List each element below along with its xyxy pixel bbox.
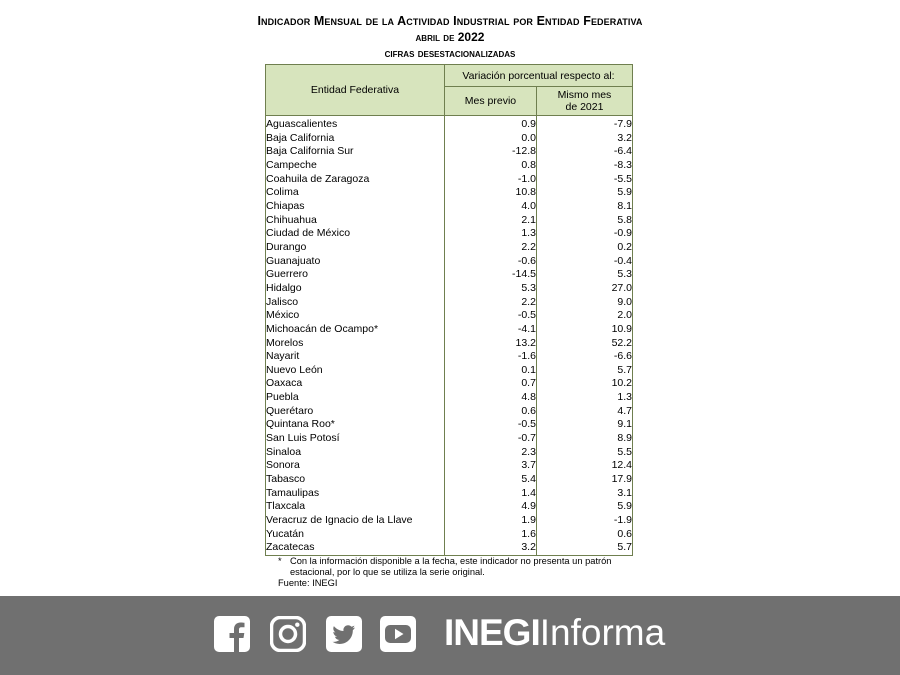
- header-entity: Entidad Federativa: [266, 65, 445, 116]
- table-row: [266, 214, 633, 228]
- cell-same-month: 5.7: [536, 364, 632, 378]
- cell-entity: Quintana Roo*: [266, 418, 445, 432]
- cell-entity: Colima: [266, 186, 445, 200]
- table-row: [266, 268, 633, 282]
- cell-same-month: -0.9: [536, 227, 632, 241]
- cell-same-month: 27.0: [536, 282, 632, 296]
- cell-prev-month: 1.3: [445, 227, 537, 241]
- cell-entity: Tabasco: [266, 473, 445, 487]
- table-row: [266, 459, 633, 473]
- footnote-text: Con la información disponible a la fecha, este indicador no presenta un patrón estacional, por lo que se utiliza la serie original.: [290, 556, 612, 577]
- cell-entity: Baja California: [266, 132, 445, 146]
- cell-prev-month: 4.8: [445, 391, 537, 405]
- table-row: [266, 350, 633, 364]
- cell-same-month: 5.7: [536, 541, 632, 555]
- brand-light: Informa: [539, 612, 666, 653]
- table-row: [266, 337, 633, 351]
- cell-entity: Coahuila de Zaragoza: [266, 173, 445, 187]
- cell-same-month: -8.3: [536, 159, 632, 173]
- footnote: [278, 556, 648, 578]
- cell-prev-month: 2.3: [445, 446, 537, 460]
- cell-same-month: 8.9: [536, 432, 632, 446]
- cell-same-month: 3.1: [536, 487, 632, 501]
- twitter-icon[interactable]: [326, 616, 362, 652]
- cell-prev-month: -4.1: [445, 323, 537, 337]
- cell-prev-month: 1.4: [445, 487, 537, 501]
- cell-prev-month: 4.0: [445, 200, 537, 214]
- header-variation: Variación porcentual respecto al:: [445, 65, 633, 87]
- cell-same-month: 5.5: [536, 446, 632, 460]
- cell-same-month: 5.3: [536, 268, 632, 282]
- cell-prev-month: 4.9: [445, 500, 537, 514]
- cell-same-month: 5.9: [536, 186, 632, 200]
- table-row: [266, 364, 633, 378]
- cell-entity: Querétaro: [266, 405, 445, 419]
- cell-entity: Nayarit: [266, 350, 445, 364]
- cell-same-month: 52.2: [536, 337, 632, 351]
- cell-same-month: 4.7: [536, 405, 632, 419]
- header-prev-month: Mes previo: [445, 87, 537, 116]
- data-table: [265, 64, 633, 556]
- cell-entity: Campeche: [266, 159, 445, 173]
- table-row: [266, 116, 633, 132]
- cell-prev-month: 3.7: [445, 459, 537, 473]
- cell-entity: Aguascalientes: [266, 116, 445, 132]
- table-row: [266, 132, 633, 146]
- cell-same-month: 0.6: [536, 528, 632, 542]
- brand-bold: INEGI: [444, 612, 540, 653]
- cell-entity: Morelos: [266, 337, 445, 351]
- cell-prev-month: 2.2: [445, 241, 537, 255]
- table-row: [266, 487, 633, 501]
- cell-entity: Puebla: [266, 391, 445, 405]
- table-row: [266, 473, 633, 487]
- cell-prev-month: -0.6: [445, 255, 537, 269]
- cell-prev-month: 0.6: [445, 405, 537, 419]
- table-row: [266, 528, 633, 542]
- cell-entity: México: [266, 309, 445, 323]
- table-row: [266, 391, 633, 405]
- cell-prev-month: 0.0: [445, 132, 537, 146]
- cell-same-month: 5.9: [536, 500, 632, 514]
- table-row: [266, 227, 633, 241]
- table-row: [266, 255, 633, 269]
- table-row: [266, 241, 633, 255]
- cell-entity: Veracruz de Ignacio de la Llave: [266, 514, 445, 528]
- cell-prev-month: 0.8: [445, 159, 537, 173]
- cell-entity: Michoacán de Ocampo*: [266, 323, 445, 337]
- table-row: [266, 159, 633, 173]
- table-row: [266, 541, 633, 555]
- table-row: [266, 186, 633, 200]
- cell-prev-month: -0.5: [445, 309, 537, 323]
- cell-entity: San Luis Potosí: [266, 432, 445, 446]
- table-row: [266, 200, 633, 214]
- cell-entity: Guerrero: [266, 268, 445, 282]
- cell-prev-month: 1.6: [445, 528, 537, 542]
- cell-prev-month: -12.8: [445, 145, 537, 159]
- table-row: [266, 446, 633, 460]
- cell-prev-month: 13.2: [445, 337, 537, 351]
- cell-entity: Hidalgo: [266, 282, 445, 296]
- youtube-icon[interactable]: [380, 616, 416, 652]
- table-row: [266, 309, 633, 323]
- cell-same-month: 0.2: [536, 241, 632, 255]
- cell-same-month: 3.2: [536, 132, 632, 146]
- cell-prev-month: -0.7: [445, 432, 537, 446]
- cell-same-month: 12.4: [536, 459, 632, 473]
- cell-entity: Guanajuato: [266, 255, 445, 269]
- cell-entity: Sonora: [266, 459, 445, 473]
- cell-prev-month: 2.1: [445, 214, 537, 228]
- cell-same-month: 9.1: [536, 418, 632, 432]
- cell-entity: Ciudad de México: [266, 227, 445, 241]
- instagram-icon[interactable]: [270, 616, 306, 652]
- table-body: [266, 116, 633, 556]
- cell-prev-month: -0.5: [445, 418, 537, 432]
- cell-entity: Baja California Sur: [266, 145, 445, 159]
- cell-same-month: 8.1: [536, 200, 632, 214]
- cell-prev-month: 2.2: [445, 296, 537, 310]
- table-row: [266, 377, 633, 391]
- source-note: Fuente: INEGI: [278, 578, 338, 588]
- cell-same-month: -6.6: [536, 350, 632, 364]
- cell-prev-month: 5.4: [445, 473, 537, 487]
- cell-prev-month: 3.2: [445, 541, 537, 555]
- cell-prev-month: 0.9: [445, 116, 537, 132]
- cell-prev-month: 0.1: [445, 364, 537, 378]
- cell-entity: Chiapas: [266, 200, 445, 214]
- report-title: Indicador Mensual de la Actividad Industrial por Entidad Federativa: [257, 14, 643, 28]
- cell-prev-month: -1.6: [445, 350, 537, 364]
- table-row: [266, 405, 633, 419]
- footnote-marker: *: [278, 556, 282, 566]
- header-same-month: [536, 87, 632, 116]
- cell-same-month: 10.9: [536, 323, 632, 337]
- cell-entity: Tlaxcala: [266, 500, 445, 514]
- table-row: [266, 282, 633, 296]
- cell-prev-month: 10.8: [445, 186, 537, 200]
- table-row: [266, 173, 633, 187]
- cell-same-month: 10.2: [536, 377, 632, 391]
- cell-same-month: 9.0: [536, 296, 632, 310]
- table-row: [266, 145, 633, 159]
- cell-same-month: 2.0: [536, 309, 632, 323]
- cell-prev-month: 5.3: [445, 282, 537, 296]
- table-row: [266, 432, 633, 446]
- inegi-informa-logo: [444, 610, 665, 656]
- table-row: [266, 514, 633, 528]
- cell-entity: Jalisco: [266, 296, 445, 310]
- facebook-icon[interactable]: [214, 616, 250, 652]
- cell-entity: Zacatecas: [266, 541, 445, 555]
- cell-prev-month: 1.9: [445, 514, 537, 528]
- cell-same-month: -5.5: [536, 173, 632, 187]
- table-row: [266, 418, 633, 432]
- header-same-month-line1: Mismo mes: [557, 89, 612, 101]
- cell-prev-month: 0.7: [445, 377, 537, 391]
- cell-entity: Sinaloa: [266, 446, 445, 460]
- cell-entity: Tamaulipas: [266, 487, 445, 501]
- report-series: cifras desestacionalizadas: [384, 46, 516, 60]
- data-table-container: [265, 64, 633, 556]
- cell-prev-month: -14.5: [445, 268, 537, 282]
- cell-prev-month: -1.0: [445, 173, 537, 187]
- cell-same-month: -7.9: [536, 116, 632, 132]
- cell-same-month: 5.8: [536, 214, 632, 228]
- cell-same-month: -6.4: [536, 145, 632, 159]
- table-row: [266, 323, 633, 337]
- cell-entity: Chihuahua: [266, 214, 445, 228]
- header-same-month-line2: de 2021: [565, 101, 604, 113]
- cell-same-month: -0.4: [536, 255, 632, 269]
- table-row: [266, 296, 633, 310]
- cell-entity: Nuevo León: [266, 364, 445, 378]
- cell-entity: Durango: [266, 241, 445, 255]
- cell-same-month: -1.9: [536, 514, 632, 528]
- cell-same-month: 17.9: [536, 473, 632, 487]
- cell-same-month: 1.3: [536, 391, 632, 405]
- cell-entity: Oaxaca: [266, 377, 445, 391]
- cell-entity: Yucatán: [266, 528, 445, 542]
- footer-bar: [0, 596, 900, 675]
- report-period: abril de 2022: [415, 30, 485, 44]
- table-row: [266, 500, 633, 514]
